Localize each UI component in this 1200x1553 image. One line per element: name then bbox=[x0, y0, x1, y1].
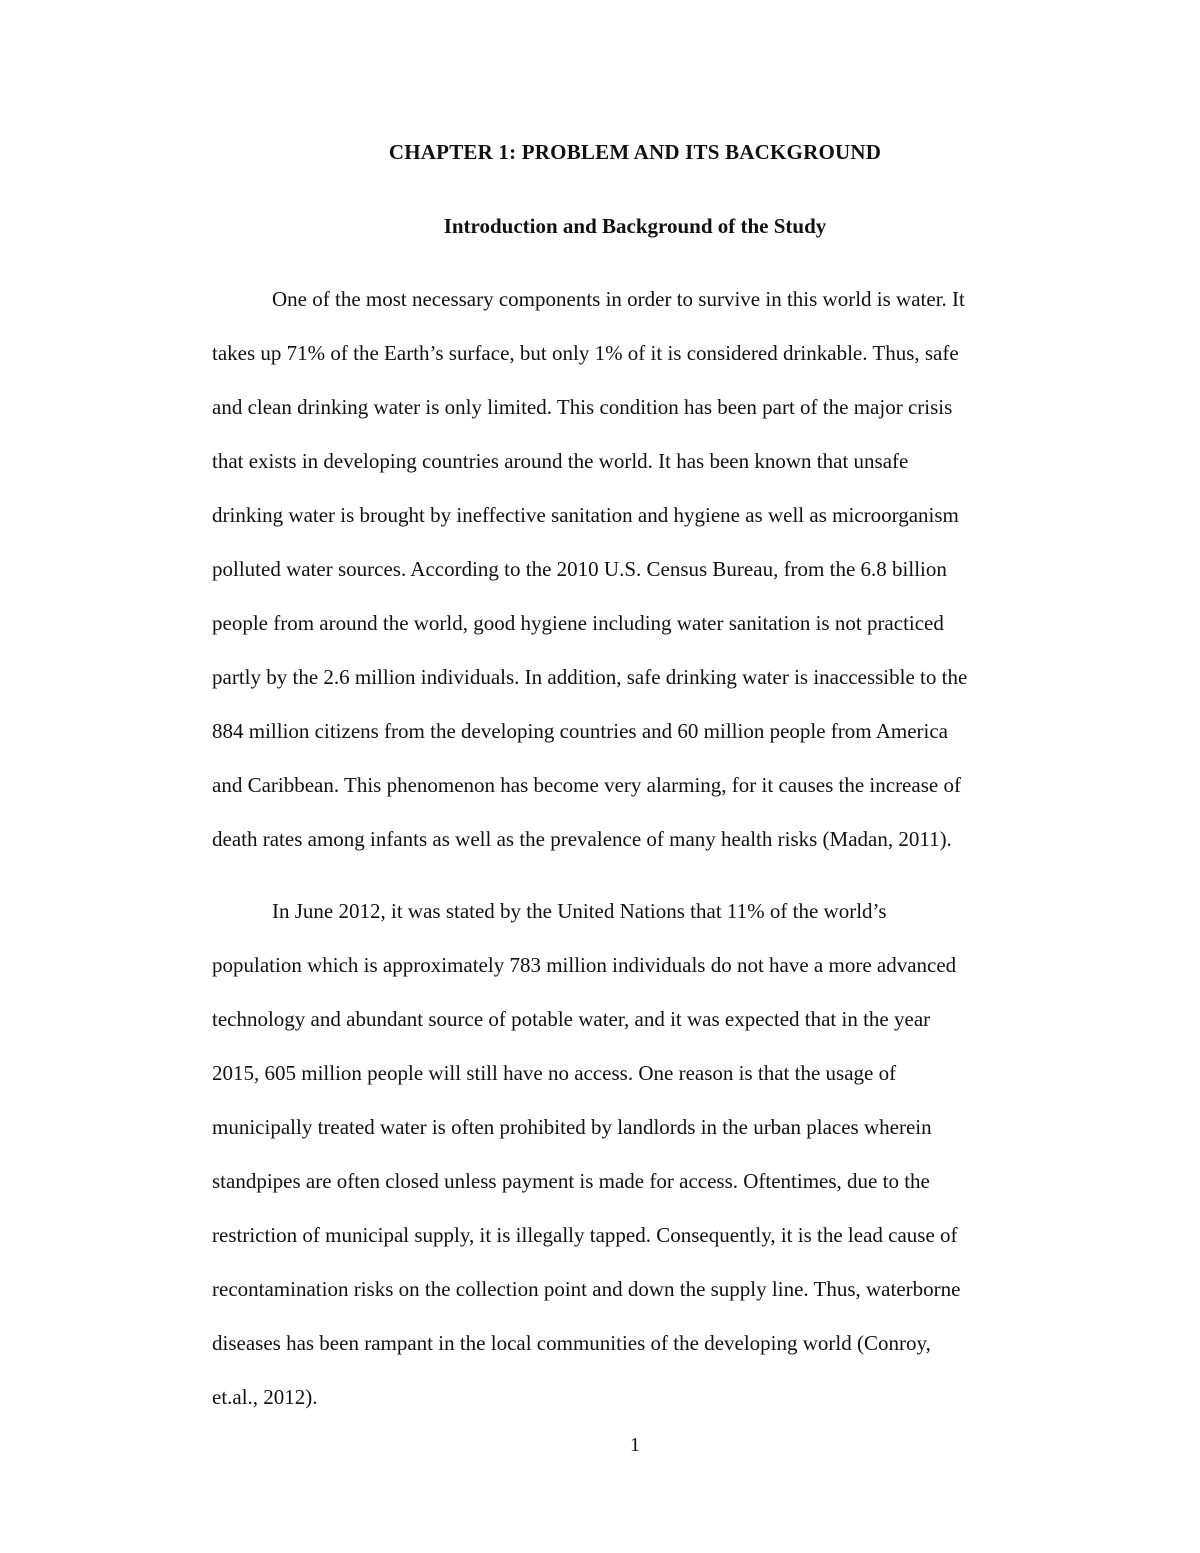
paragraph-line: et.al., 2012). bbox=[212, 1385, 318, 1409]
paragraph-line: polluted water sources. According to the 2010 U.S. Census Bureau, from the 6.8 billion bbox=[212, 557, 947, 581]
paragraph-line: death rates among infants as well as the prevalence of many health risks (Madan, 2011). bbox=[212, 827, 952, 851]
chapter-title: CHAPTER 1: PROBLEM AND ITS BACKGROUND bbox=[388, 140, 882, 164]
paragraph-line: municipally treated water is often prohibited by landlords in the urban places wherein bbox=[212, 1115, 932, 1139]
paragraph-line: people from around the world, good hygiene including water sanitation is not practiced bbox=[212, 611, 944, 635]
paragraph-line: In June 2012, it was stated by the United Nations that 11% of the world’s bbox=[272, 899, 887, 923]
paragraph-line: partly by the 2.6 million individuals. In addition, safe drinking water is inaccessible to the bbox=[212, 665, 968, 689]
paragraph-line: drinking water is brought by ineffective sanitation and hygiene as well as microorganism bbox=[212, 503, 959, 527]
page-number: 1 bbox=[630, 1434, 640, 1456]
paragraph-line: standpipes are often closed unless payment is made for access. Oftentimes, due to the bbox=[212, 1169, 930, 1193]
paragraph-line: technology and abundant source of potable water, and it was expected that in the year bbox=[212, 1007, 931, 1031]
paragraph-2 bbox=[212, 884, 1062, 1424]
paragraph-line: that exists in developing countries around the world. It has been known that unsafe bbox=[212, 449, 909, 473]
section-title: Introduction and Background of the Study bbox=[443, 214, 827, 238]
paragraph-line: and clean drinking water is only limited. This condition has been part of the major crisis bbox=[212, 395, 953, 419]
paragraph-line: takes up 71% of the Earth’s surface, but only 1% of it is considered drinkable. Thus, safe bbox=[212, 341, 959, 365]
paragraph-line: population which is approximately 783 million individuals do not have a more advanced bbox=[212, 953, 957, 977]
paragraph-line: One of the most necessary components in order to survive in this world is water. It bbox=[272, 287, 965, 311]
paragraph-line: and Caribbean. This phenomenon has become very alarming, for it causes the increase of bbox=[212, 773, 961, 797]
paragraph-line: 2015, 605 million people will still have no access. One reason is that the usage of bbox=[212, 1061, 897, 1085]
paragraph-1 bbox=[212, 272, 1062, 866]
paragraph-line: 884 million citizens from the developing countries and 60 million people from America bbox=[212, 719, 948, 743]
paragraph-line: recontamination risks on the collection point and down the supply line. Thus, waterborne bbox=[212, 1277, 961, 1301]
paragraph-line: diseases has been rampant in the local communities of the developing world (Conroy, bbox=[212, 1331, 931, 1355]
paragraph-line: restriction of municipal supply, it is illegally tapped. Consequently, it is the lead cause of bbox=[212, 1223, 958, 1247]
